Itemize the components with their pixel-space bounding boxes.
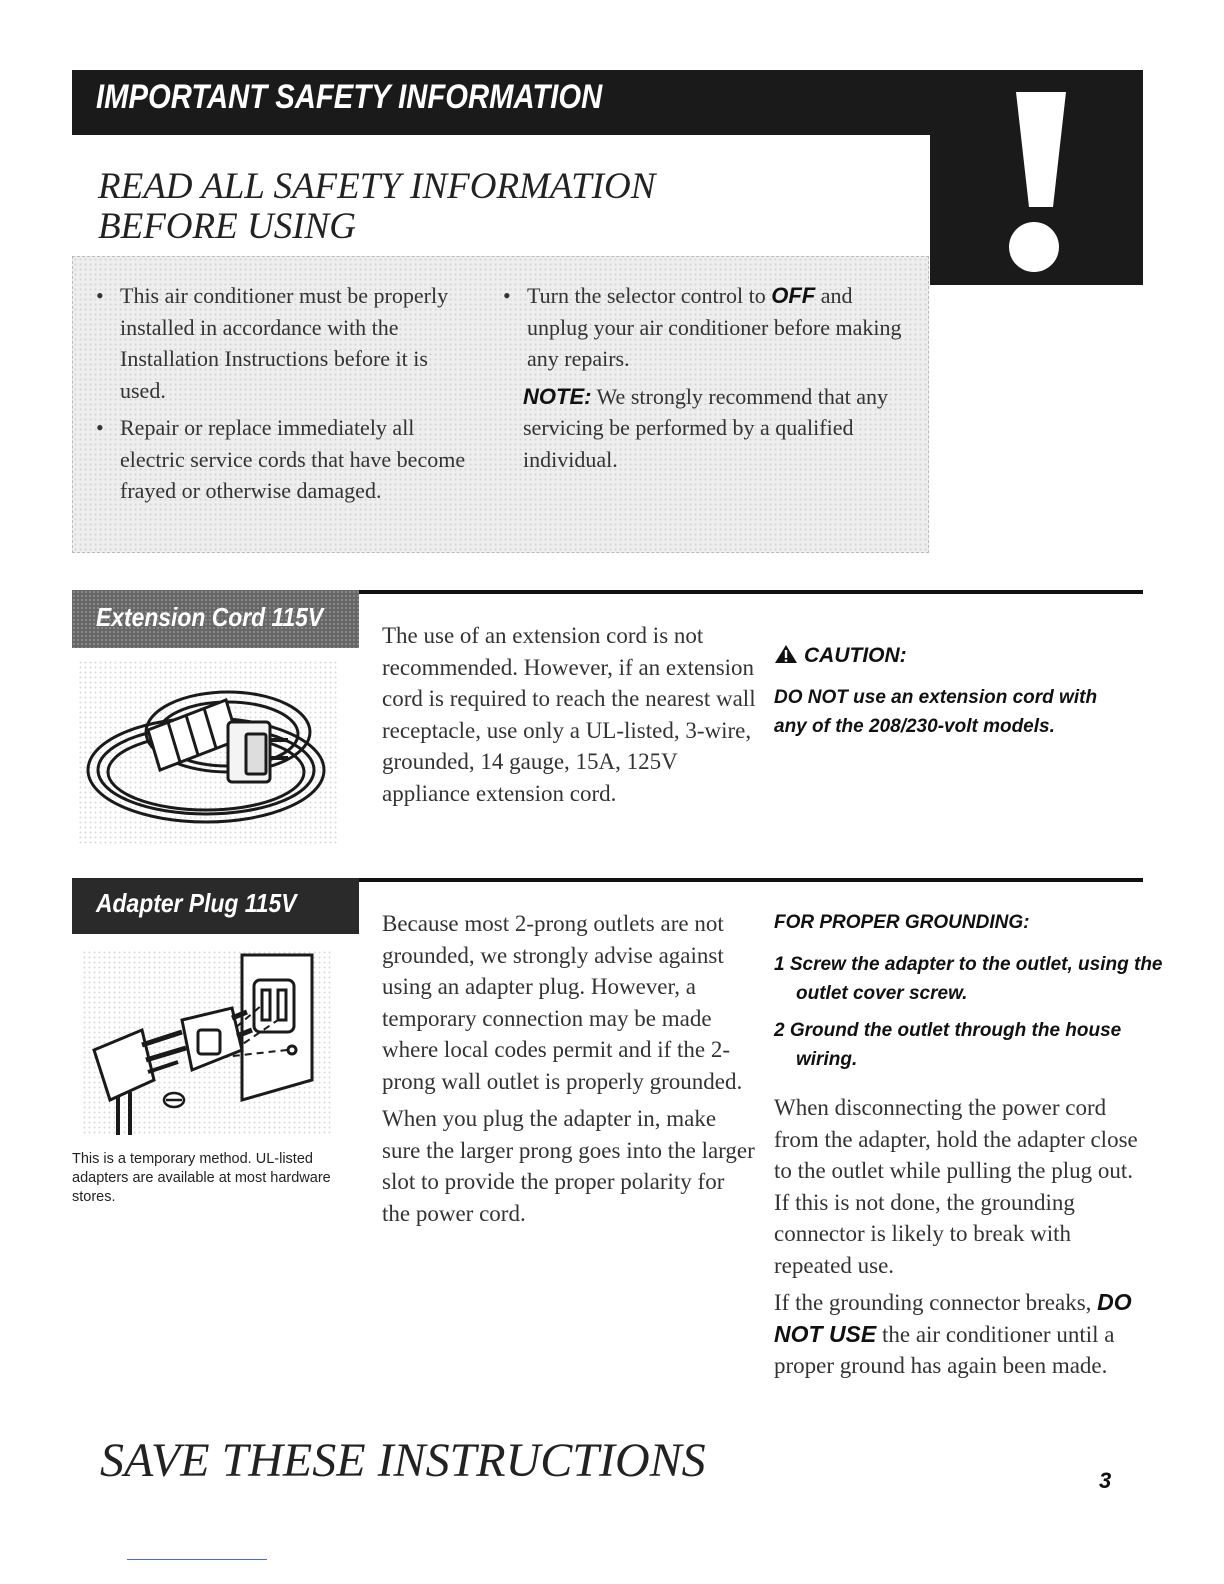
exclamation-dot bbox=[1009, 222, 1059, 272]
bullet-icon: • bbox=[503, 283, 511, 308]
plug bbox=[94, 1030, 154, 1100]
grounding-step: 1 Screw the adapter to the outlet, using the outlet cover screw. bbox=[774, 954, 1163, 1004]
extension-cord-text: The use of an extension cord is not recommended. However, if an extension cord is required to reach the nearest wall receptacle, use only a UL-listed, 3-wire, grounded, 14 gauge, 15A, 125V appliance extension cord. bbox=[382, 623, 756, 806]
extension-cord-tab-label: Extension Cord 115V bbox=[96, 602, 324, 632]
read-all-heading bbox=[98, 167, 818, 247]
extension-cord-body bbox=[382, 620, 757, 815]
footer-line bbox=[127, 1559, 267, 1560]
safety-bullet-text: This air conditioner must be properly installed in accordance with the Installation Instructions before it is used. bbox=[120, 283, 449, 403]
note-label: NOTE: bbox=[523, 383, 592, 409]
grounding-steps bbox=[774, 950, 1176, 1074]
bullet-icon: • bbox=[96, 415, 104, 440]
adapter-plug-body bbox=[382, 908, 757, 1235]
safety-bullet bbox=[96, 280, 476, 406]
safety-bullet bbox=[96, 412, 476, 507]
safety-note bbox=[503, 381, 913, 476]
adapter-caption: This is a temporary method. UL-listed adapters are available at most hardware stores. bbox=[72, 1151, 331, 1205]
breaks-post: the air conditioner until a proper ground has again been made. bbox=[774, 1321, 1115, 1378]
adapter-plug-tab-label: Adapter Plug 115V bbox=[96, 888, 297, 918]
disconnect-instructions bbox=[774, 1092, 1149, 1388]
page-title: IMPORTANT SAFETY INFORMATION bbox=[96, 78, 603, 116]
caution-label: CAUTION: bbox=[804, 644, 907, 667]
read-all-line-2: BEFORE USING bbox=[98, 206, 356, 247]
caution-line: DO NOT use an extension cord with bbox=[774, 687, 1098, 708]
read-all-line-1: READ ALL SAFETY INFORMATION bbox=[98, 166, 656, 207]
save-instructions: SAVE THESE INSTRUCTIONS bbox=[100, 1434, 706, 1487]
safety-column-left bbox=[96, 280, 476, 513]
connector-breaks-text bbox=[774, 1287, 1149, 1382]
adapter-plug-illustration bbox=[82, 950, 332, 1135]
grounding-step: 2 Ground the outlet through the house wiring. bbox=[774, 1020, 1122, 1070]
bullet-icon: • bbox=[96, 283, 104, 308]
extension-cord-illustration bbox=[78, 660, 338, 845]
disconnect-text: When disconnecting the power cord from the adapter, hold the adapter close to the outlet while pulling the plug out. If this is not done, the grounding connector is likely to break with repeated use. bbox=[774, 1095, 1138, 1278]
safety-bullet bbox=[503, 280, 913, 375]
caution-heading bbox=[774, 644, 907, 668]
caution-line: any of the 208/230-volt models. bbox=[774, 716, 1055, 737]
breaks-pre: If the grounding connector breaks, bbox=[774, 1290, 1098, 1315]
safety-bullet-text: Repair or replace immediately all electric service cords that have become frayed or otherwise damaged. bbox=[120, 415, 466, 503]
outlet-screw-hole bbox=[288, 1046, 296, 1054]
caution-text bbox=[774, 683, 1144, 741]
off-emphasis: OFF bbox=[771, 283, 816, 308]
page-number: 3 bbox=[1099, 1468, 1112, 1493]
note-text: We strongly recommend that any servicing be performed by a qualified individual. bbox=[523, 383, 889, 472]
adapter-body-paragraph: When you plug the adapter in, make sure the larger prong goes into the larger slot to provide the proper polarity for the power cord. bbox=[382, 1106, 755, 1226]
safety-column-right bbox=[503, 280, 913, 481]
safety-bullet-text: Turn the selector control to bbox=[527, 283, 772, 308]
adapter-body-paragraph: Because most 2-prong outlets are not grounded, we strongly advise against using an adapter plug. However, a temporary connection may be made where local codes permit and if the 2-prong wall outlet is properly grounded. bbox=[382, 911, 743, 1094]
outlet bbox=[254, 980, 294, 1032]
safety-bullet-text: and unplug your air conditioner before making any repairs. bbox=[527, 283, 902, 371]
grounding-heading: FOR PROPER GROUNDING: bbox=[774, 912, 1030, 933]
warning-triangle-icon bbox=[774, 644, 798, 664]
do-not-use-emphasis: DO NOT USE bbox=[774, 1289, 1132, 1347]
